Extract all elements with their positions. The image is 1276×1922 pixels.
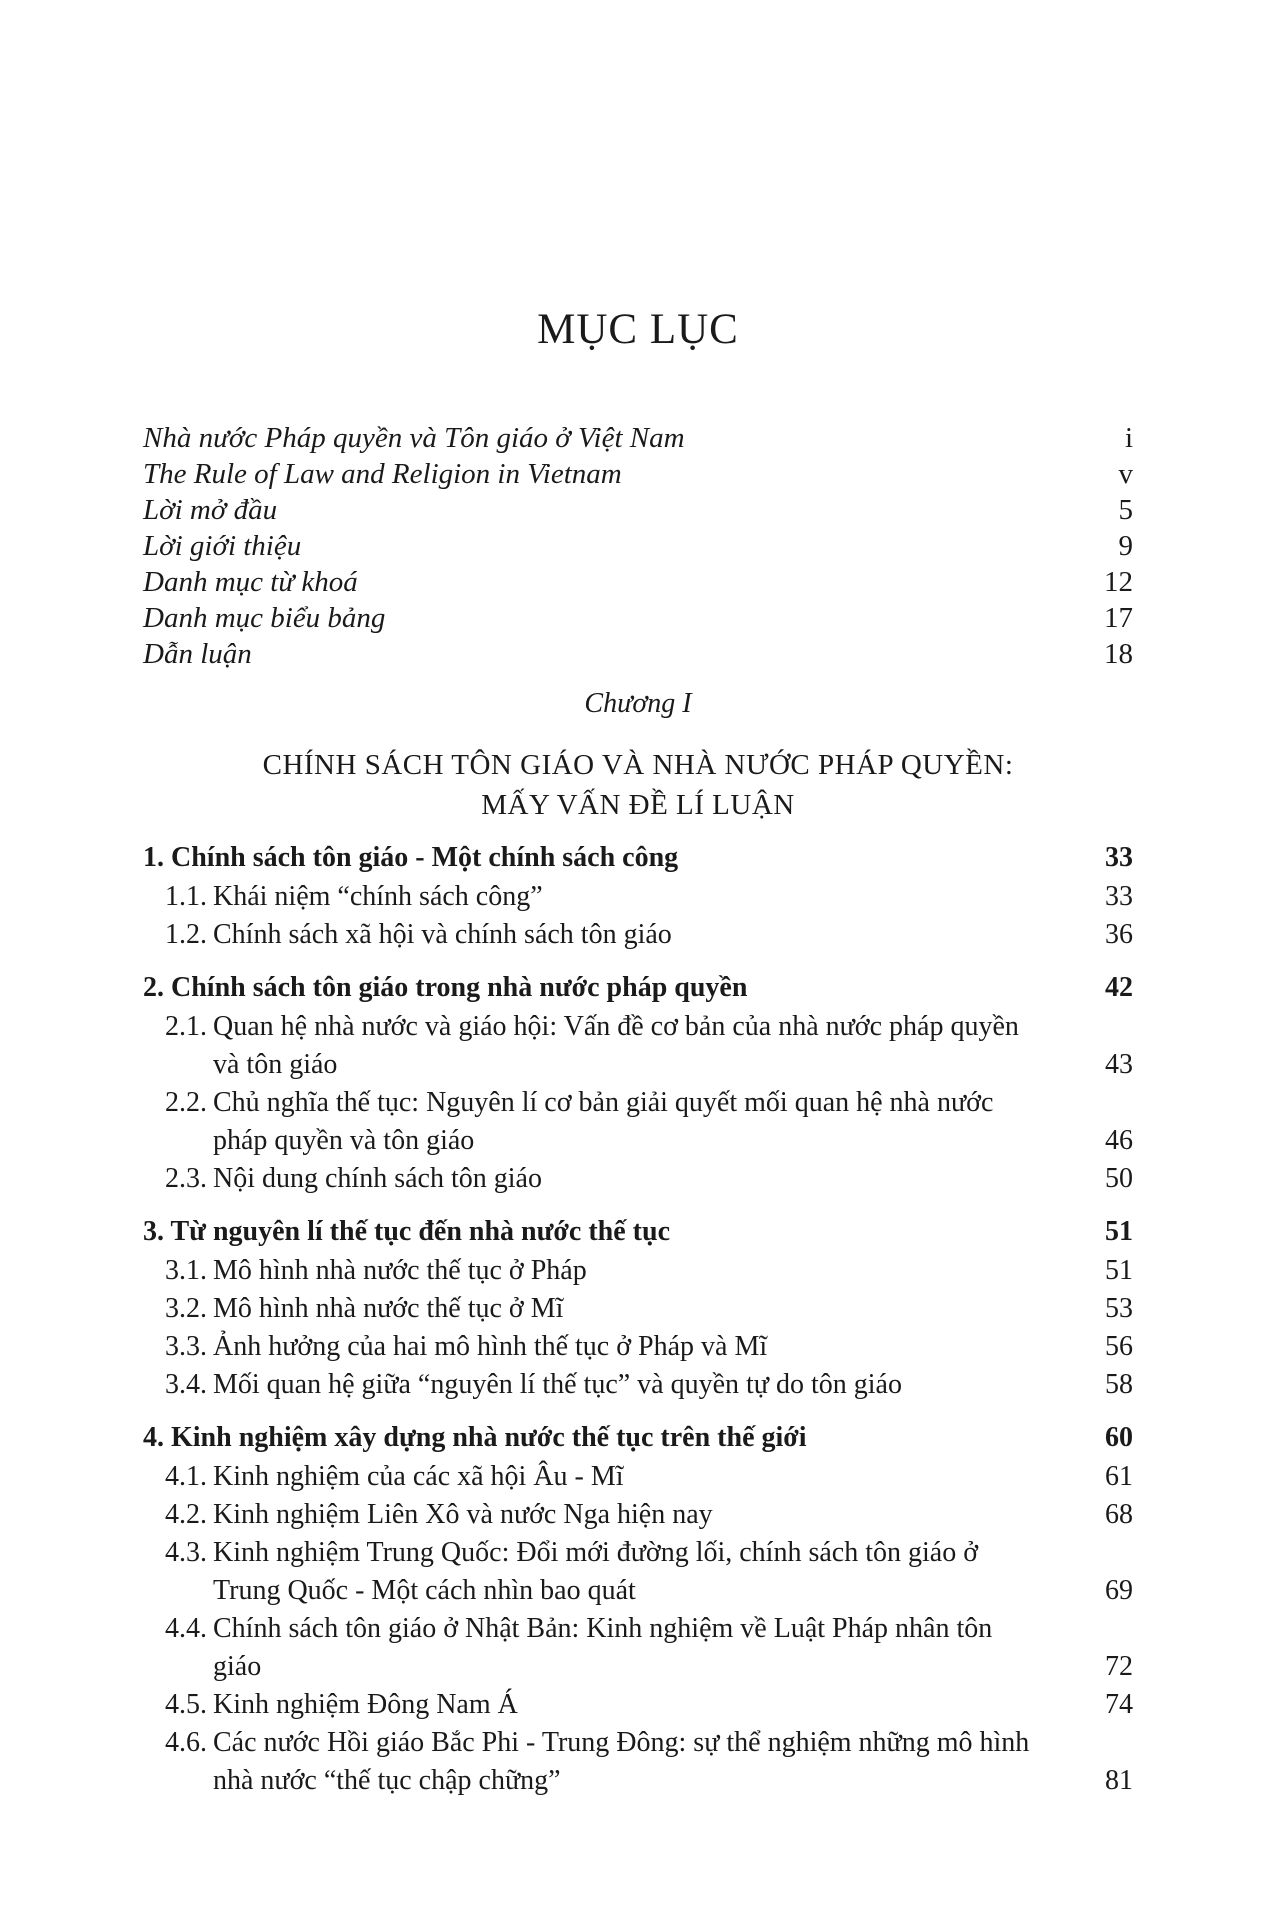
toc-subsection <box>143 1252 1133 1290</box>
toc-subsection-number: 4.4. <box>165 1613 207 1644</box>
toc-subsection-title: Chủ nghĩa thế tục: Nguyên lí cơ bản giải quyết mối quan hệ nhà nước pháp quyền và tôn giáo <box>213 1087 994 1156</box>
toc-subsection-text <box>165 1724 1033 1800</box>
toc-subsection-title: Các nước Hồi giáo Bắc Phi - Trung Đông: sự thể nghiệm những mô hình nhà nước “thế tục chập chững” <box>213 1727 1030 1796</box>
toc-entry-label: Nhà nước Pháp quyền và Tôn giáo ở Việt Nam <box>143 422 685 454</box>
toc-subsection-text <box>165 1686 518 1724</box>
toc-subsection <box>143 1290 1133 1328</box>
toc-section <box>143 968 1133 1198</box>
toc-subsection-title: Chính sách tôn giáo ở Nhật Bản: Kinh nghiệm về Luật Pháp nhân tôn giáo <box>213 1613 993 1682</box>
toc-subsection-title: Mô hình nhà nước thế tục ở Mĩ <box>213 1293 564 1324</box>
toc-section-label: 2. Chính sách tôn giáo trong nhà nước pháp quyền <box>143 972 748 1003</box>
toc-subsection <box>143 916 1133 954</box>
toc-page-number: 46 <box>1105 1125 1133 1156</box>
toc-page-number: 17 <box>1104 602 1133 634</box>
toc-section <box>143 838 1133 954</box>
toc-page-number: 36 <box>1105 919 1133 950</box>
toc-section-label: 3. Từ nguyên lí thế tục đến nhà nước thế tục <box>143 1216 670 1247</box>
toc-subsection-title: Nội dung chính sách tôn giáo <box>213 1163 542 1194</box>
toc-subsection-text <box>165 1160 542 1198</box>
toc-front-entry <box>143 492 1133 528</box>
toc-subsection-text <box>165 1496 713 1534</box>
toc-subsection-number: 4.3. <box>165 1537 207 1568</box>
toc-front-entry <box>143 528 1133 564</box>
page-title: MỤC LỤC <box>537 306 739 353</box>
toc-front-entry <box>143 456 1133 492</box>
toc-entry-label: The Rule of Law and Religion in Vietnam <box>143 458 622 490</box>
toc-front-entry <box>143 420 1133 456</box>
toc-subsection-number: 4.2. <box>165 1499 207 1530</box>
toc-section-label: 4. Kinh nghiệm xây dựng nhà nước thế tục trên thế giới <box>143 1422 807 1453</box>
toc-subsection-title: Quan hệ nhà nước và giáo hội: Vấn đề cơ bản của nhà nước pháp quyền và tôn giáo <box>213 1011 1019 1080</box>
toc-entry-label: Lời giới thiệu <box>143 530 302 562</box>
toc-subsection-number: 2.1. <box>165 1011 207 1042</box>
toc-subsection-number: 4.1. <box>165 1461 207 1492</box>
toc-page-number: 69 <box>1105 1575 1133 1606</box>
toc-entry-label: Danh mục biểu bảng <box>143 602 386 634</box>
toc-section-heading <box>143 1418 1133 1458</box>
toc-subsection <box>143 1724 1133 1800</box>
toc-subsection <box>143 1328 1133 1366</box>
toc-entry-label: Dẫn luận <box>143 638 252 670</box>
toc-front-entry <box>143 564 1133 600</box>
toc-section-label: 1. Chính sách tôn giáo - Một chính sách công <box>143 842 679 873</box>
toc-subsection <box>143 1610 1133 1686</box>
toc-subsection-number: 3.3. <box>165 1331 207 1362</box>
toc-page-number: 50 <box>1105 1163 1133 1194</box>
toc-page-number: 5 <box>1118 494 1133 526</box>
toc-page-number: 33 <box>1105 881 1133 912</box>
toc-subsection-number: 2.3. <box>165 1163 207 1194</box>
toc-subsection-title: Khái niệm “chính sách công” <box>213 881 543 912</box>
toc-page-number: 33 <box>1105 842 1133 873</box>
chapter-title-line-2: MẤY VẤN ĐỀ LÍ LUẬN <box>481 789 795 821</box>
toc-page-number: 51 <box>1105 1255 1133 1286</box>
toc-page-number: 72 <box>1105 1651 1133 1682</box>
toc-subsection-number: 3.2. <box>165 1293 207 1324</box>
toc-page-number: i <box>1124 422 1133 454</box>
toc-section-heading <box>143 838 1133 878</box>
front-matter-list <box>143 420 1133 672</box>
toc-section-heading <box>143 1212 1133 1252</box>
toc-page-number: 51 <box>1105 1216 1133 1247</box>
toc-page-number: v <box>1118 458 1133 490</box>
toc-page-number: 60 <box>1105 1422 1133 1453</box>
toc-subsection <box>143 1008 1133 1084</box>
toc-subsection-number: 3.4. <box>165 1369 207 1400</box>
toc-page-number: 43 <box>1105 1049 1133 1080</box>
toc-page-number: 74 <box>1105 1689 1133 1720</box>
toc-subsection-number: 1.2. <box>165 919 207 950</box>
toc-entry-label: Danh mục từ khoá <box>143 566 358 598</box>
toc-subsection-number: 4.6. <box>165 1727 207 1758</box>
toc-subsection-text <box>165 1366 902 1404</box>
toc-front-entry <box>143 600 1133 636</box>
toc-page-number: 42 <box>1105 972 1133 1003</box>
toc-subsection-title: Mối quan hệ giữa “nguyên lí thế tục” và quyền tự do tôn giáo <box>213 1369 902 1400</box>
toc-page-number: 68 <box>1105 1499 1133 1530</box>
toc-subsection <box>143 1084 1133 1160</box>
toc-section <box>143 1212 1133 1404</box>
toc-page-number: 81 <box>1105 1765 1133 1796</box>
toc-subsection <box>143 1686 1133 1724</box>
toc-subsection <box>143 1458 1133 1496</box>
toc-subsection-number: 4.5. <box>165 1689 207 1720</box>
toc-entry-label: Lời mở đầu <box>143 494 278 526</box>
toc-page-number: 12 <box>1104 566 1133 598</box>
toc-subsection-number: 3.1. <box>165 1255 207 1286</box>
toc-subsection <box>143 1534 1133 1610</box>
toc-subsection <box>143 1366 1133 1404</box>
toc-page-number: 53 <box>1105 1293 1133 1324</box>
toc-front-entry <box>143 636 1133 672</box>
toc-subsection <box>143 1160 1133 1198</box>
toc-subsection-text <box>165 916 672 954</box>
toc-subsection-title: Mô hình nhà nước thế tục ở Pháp <box>213 1255 587 1286</box>
chapter-title-line-1: CHÍNH SÁCH TÔN GIÁO VÀ NHÀ NƯỚC PHÁP QUYỀN: <box>262 749 1014 781</box>
toc-subsection-text <box>165 1610 1033 1686</box>
toc-page-number: 58 <box>1105 1369 1133 1400</box>
toc-subsection-title: Kinh nghiệm Đông Nam Á <box>213 1689 518 1720</box>
toc-subsection-text <box>165 1458 624 1496</box>
toc-subsection-title: Kinh nghiệm Trung Quốc: Đổi mới đường lối, chính sách tôn giáo ở Trung Quốc - Một cách nhìn bao quát <box>213 1537 979 1606</box>
toc-subsection-text <box>165 1328 767 1366</box>
table-of-contents <box>143 838 1133 1814</box>
toc-subsection-number: 1.1. <box>165 881 207 912</box>
toc-subsection-title: Kinh nghiệm của các xã hội Âu - Mĩ <box>213 1461 624 1492</box>
toc-subsection-text <box>165 1534 1033 1610</box>
toc-subsection-text <box>165 1252 587 1290</box>
toc-subsection-text <box>165 1290 563 1328</box>
chapter-title <box>0 745 1276 825</box>
toc-page-number: 9 <box>1118 530 1133 562</box>
toc-page-number: 18 <box>1104 638 1133 670</box>
toc-subsection-number: 2.2. <box>165 1087 207 1118</box>
toc-section-heading <box>143 968 1133 1008</box>
toc-section <box>143 1418 1133 1800</box>
toc-page-number: 56 <box>1105 1331 1133 1362</box>
toc-subsection-text <box>165 1084 1033 1160</box>
chapter-label: Chương I <box>584 688 692 719</box>
toc-subsection <box>143 878 1133 916</box>
toc-subsection-text <box>165 878 543 916</box>
toc-page-number: 61 <box>1105 1461 1133 1492</box>
toc-subsection-text <box>165 1008 1033 1084</box>
toc-subsection-title: Ảnh hưởng của hai mô hình thế tục ở Pháp và Mĩ <box>213 1331 768 1362</box>
toc-subsection-title: Kinh nghiệm Liên Xô và nước Nga hiện nay <box>213 1499 713 1530</box>
toc-subsection <box>143 1496 1133 1534</box>
toc-subsection-title: Chính sách xã hội và chính sách tôn giáo <box>213 919 672 950</box>
